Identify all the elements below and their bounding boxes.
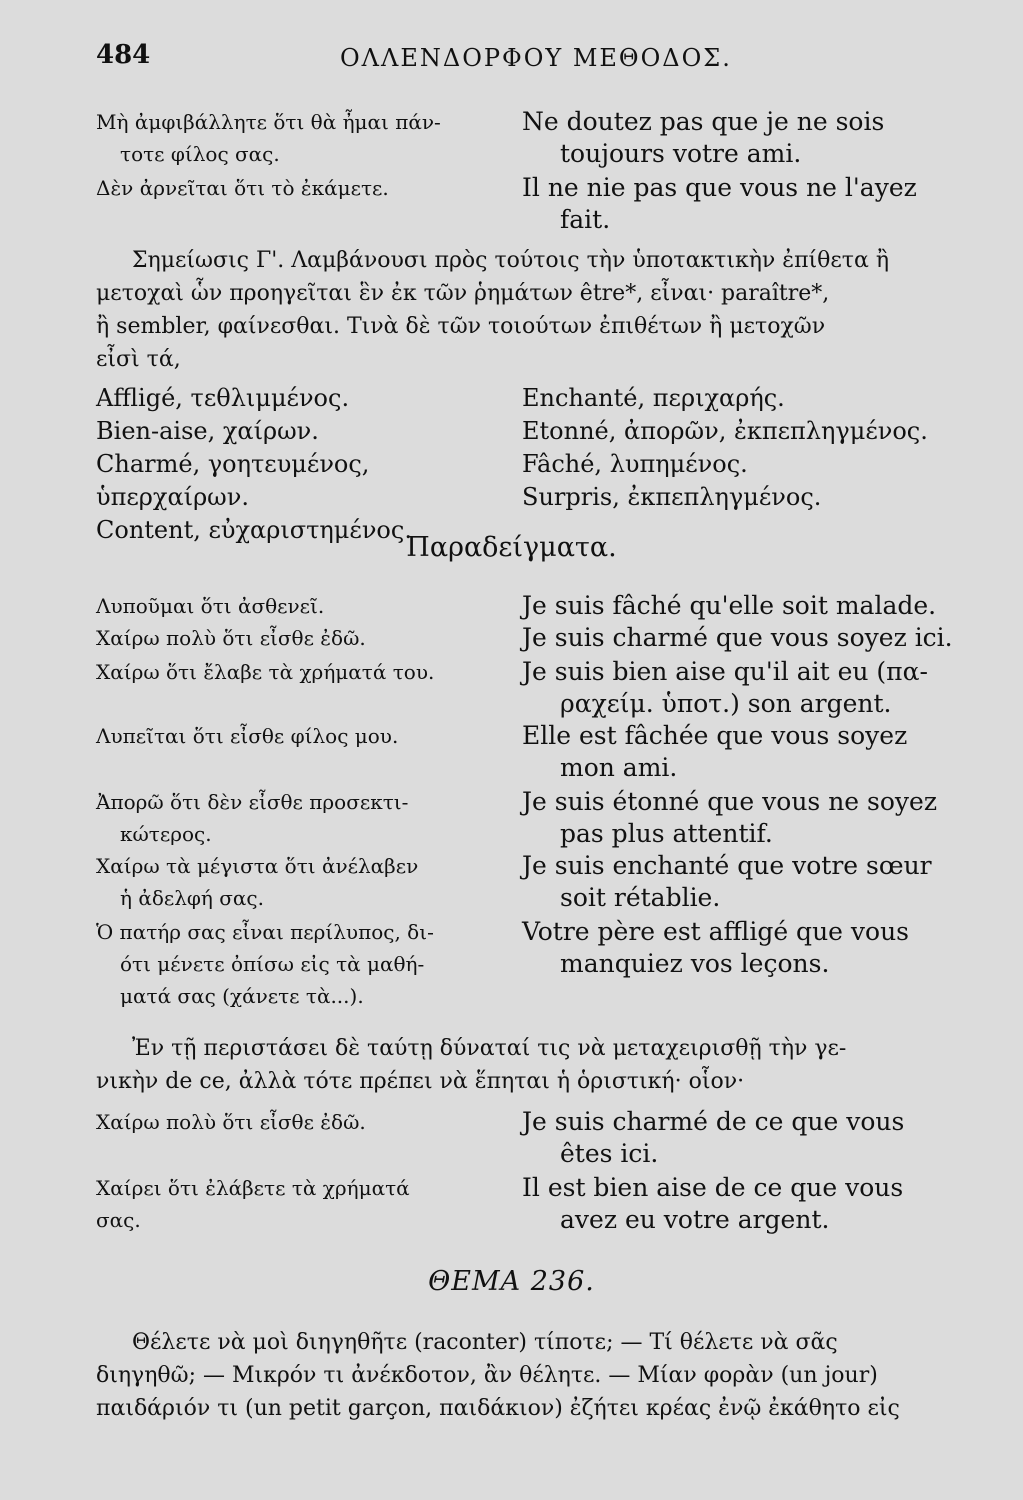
french-sentence: [522, 172, 976, 236]
french-line: Ne doutez pas que je ne sois: [522, 107, 885, 136]
example-pair: [96, 1106, 976, 1170]
greek-sentence: [96, 622, 516, 654]
french-line: Je suis enchanté que votre sœur: [522, 851, 932, 880]
greek-line: Ἀπορῶ ὅτι δὲν εἶσθε προσεκτι-: [96, 790, 409, 814]
theme-exercise: [96, 1326, 976, 1425]
greek-line: σας.: [96, 1208, 141, 1232]
greek-line: Χαίρω πολὺ ὅτι εἶσθε ἐδῶ.: [96, 626, 366, 650]
vocab-column-left: [96, 382, 516, 547]
greek-line: τοτε φίλος σας.: [120, 142, 280, 166]
french-line: manquiez vos leçons.: [560, 949, 830, 978]
french-sentence: [522, 1172, 976, 1236]
french-sentence: [522, 590, 976, 622]
french-sentence: [522, 106, 976, 170]
exercise-line: Θέλετε νὰ μοὶ διηγηθῆτε (raconter) τίποτε; — Τί θέλετε νὰ σᾶς: [132, 1330, 838, 1355]
intro-pair: [96, 172, 976, 236]
french-line: pas plus attentif.: [560, 819, 773, 848]
examples-heading: Παραδείγματα.: [406, 532, 617, 563]
note-line: εἶσὶ τά,: [96, 347, 181, 372]
greek-line: Μὴ ἀμφιβάλλητε ὅτι θὰ ἦμαι πάν-: [96, 110, 441, 134]
vocab-entry: Enchanté, περιχαρής.: [522, 384, 785, 412]
french-line: soit rétablie.: [560, 883, 721, 912]
greek-line: Χαίρει ὅτι ἐλάβετε τὰ χρήματά: [96, 1176, 410, 1200]
french-line: Je suis bien aise qu'il ait eu (πα-: [522, 657, 928, 686]
french-sentence: [522, 786, 976, 850]
greek-sentence: [96, 916, 516, 1012]
french-line: Votre père est affligé que vous: [522, 917, 910, 946]
greek-line: Χαίρω πολὺ ὅτι εἶσθε ἐδῶ.: [96, 1110, 366, 1134]
vocab-entry: Affligé, τεθλιμμένος.: [96, 384, 350, 412]
exercise-line: παιδάριόν τι (un petit garçon, παιδάκιον) ἐζήτει κρέας ἐνῷ ἐκάθητο εἰς: [96, 1396, 900, 1421]
french-line: Elle est fâchée que vous soyez: [522, 721, 908, 750]
genitive-note: [96, 1032, 976, 1098]
vocab-entry: Content, εὐχαριστημένος.: [96, 516, 412, 544]
french-sentence: [522, 916, 976, 980]
theme-heading: [0, 1266, 1023, 1297]
greek-line: Λυπεῖται ὅτι εἶσθε φίλος μου.: [96, 724, 399, 748]
french-line: Je suis fâché qu'elle soit malade.: [522, 591, 937, 620]
greek-sentence: [96, 590, 516, 622]
greek-sentence: [96, 656, 516, 688]
example-pair: [96, 720, 976, 784]
greek-line: ματά σας (χάνετε τὰ...).: [120, 984, 364, 1008]
running-title: ΟΛΛΕΝΔΟΡΦΟΥ ΜΕΘΟΔΟΣ.: [340, 44, 732, 72]
french-line: Je suis charmé de ce que vous: [522, 1107, 905, 1136]
greek-sentence: [96, 1172, 516, 1236]
vocab-column-right: [522, 382, 976, 514]
note-line: Ἐν τῇ περιστάσει δὲ ταύτῃ δύναταί τις νὰ μεταχειρισθῇ τὴν γε-: [132, 1036, 847, 1061]
greek-sentence: [96, 106, 516, 170]
french-line: Je suis charmé que vous soyez ici.: [522, 623, 953, 652]
greek-line: ἡ ἀδελφή σας.: [120, 886, 264, 910]
french-line: mon ami.: [560, 753, 678, 782]
greek-sentence: [96, 850, 516, 914]
greek-line: Δὲν ἀρνεῖται ὅτι τὸ ἐκάμετε.: [96, 176, 389, 200]
example-pair: [96, 590, 976, 624]
vocab-entry: Charmé, γοητευμένος, ὑπερχαίρων.: [96, 450, 370, 511]
french-line: Il ne nie pas que vous ne l'ayez: [522, 173, 917, 202]
greek-line: Χαίρω ὅτι ἔλαβε τὰ χρήματά του.: [96, 660, 435, 684]
vocab-entry: Fâché, λυπημένος.: [522, 450, 748, 478]
french-sentence: [522, 1106, 976, 1170]
french-line: Je suis étonné que vous ne soyez: [522, 787, 938, 816]
page-number: 484: [96, 40, 151, 70]
greek-line: Χαίρω τὰ μέγιστα ὅτι ἀνέλαβεν: [96, 854, 419, 878]
vocab-entry: Surpris, ἐκπεπληγμένος.: [522, 483, 822, 511]
vocabulary-list: [96, 382, 976, 544]
vocab-entry: Bien-aise, χαίρων.: [96, 417, 319, 445]
greek-sentence: [96, 1106, 516, 1138]
greek-sentence: [96, 172, 516, 204]
note-line: νικὴν de ce, ἀλλὰ τότε πρέπει νὰ ἕπηται ἡ ὁριστική· οἷον·: [96, 1069, 745, 1094]
note-line: μετοχαὶ ὧν προηγεῖται ἓν ἐκ τῶν ῥημάτων être*, εἶναι· paraître*,: [96, 281, 830, 306]
greek-line: Λυποῦμαι ὅτι ἀσθενεῖ.: [96, 594, 325, 618]
example-pair: [96, 656, 976, 720]
intro-pair: [96, 106, 976, 170]
french-line: toujours votre ami.: [560, 139, 802, 168]
example-pair: [96, 622, 976, 656]
greek-sentence: [96, 786, 516, 850]
example-pair: [96, 1172, 976, 1236]
greek-sentence: [96, 720, 516, 752]
example-pair: [96, 786, 976, 850]
grammar-note: [96, 244, 976, 376]
example-pair: [96, 916, 976, 1012]
greek-line: κώτερος.: [120, 822, 212, 846]
note-line: Σημείωσις Γ'. Λαμβάνουσι πρὸς τούτοις τὴν ὑποτακτικὴν ἐπίθετα ἢ: [132, 248, 890, 273]
french-line: ραχείμ. ὑποτ.) son argent.: [560, 689, 892, 718]
greek-line: Ὁ πατήρ σας εἶναι περίλυπος, δι-: [96, 920, 434, 944]
french-sentence: [522, 656, 976, 720]
french-sentence: [522, 720, 976, 784]
note-line: ἢ sembler, φαίνεσθαι. Τινὰ δὲ τῶν τοιούτων ἐπιθέτων ἢ μετοχῶν: [96, 314, 826, 339]
example-pair: [96, 850, 976, 914]
exercise-line: διηγηθῶ; — Μικρόν τι ἀνέκδοτον, ἂν θέλητε. — Μίαν φορὰν (un jour): [96, 1363, 878, 1388]
vocab-entry: Etonné, ἀπορῶν, ἐκπεπληγμένος.: [522, 417, 928, 445]
french-line: fait.: [560, 205, 611, 234]
theme-heading-text: ΘΕΜΑ 236.: [428, 1266, 595, 1297]
page-header: [0, 40, 1023, 80]
french-sentence: [522, 850, 976, 914]
greek-line: ότι μένετε ὀπίσω εἰς τὰ μαθή-: [120, 952, 425, 976]
french-line: êtes ici.: [560, 1139, 659, 1168]
french-line: Il est bien aise de ce que vous: [522, 1173, 904, 1202]
french-sentence: [522, 622, 976, 654]
french-line: avez eu votre argent.: [560, 1205, 830, 1234]
